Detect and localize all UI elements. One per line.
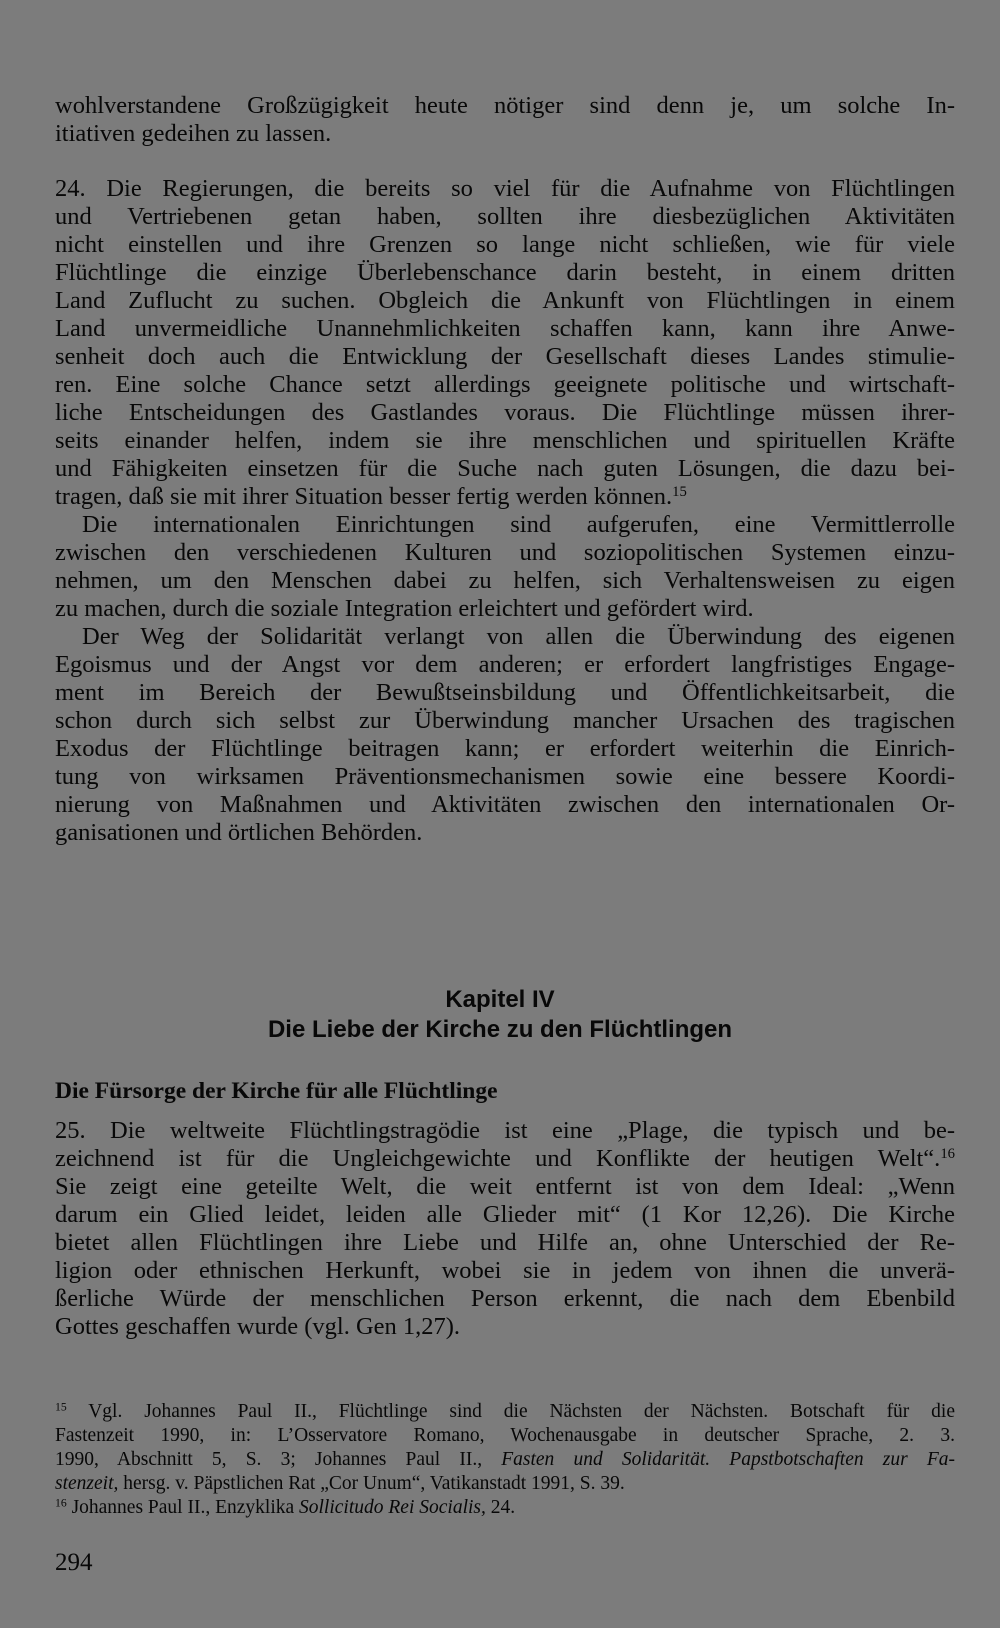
footnote-text: 1990, Abschnitt 5, S. 3; Johannes Paul II.,	[55, 1449, 502, 1470]
text-line: Gottes geschaffen wurde (vgl. Gen 1,27).	[55, 1313, 461, 1340]
text-line: Land unvermeidliche Unannehmlichkeiten schaffen kann, kann ihre Anwe-	[55, 315, 955, 342]
footnote-italic: Fasten und Solidarität. Papstbotschaften zur Fa-	[501, 1449, 955, 1470]
text-line: nicht einstellen und ihre Grenzen so lange nicht schließen, wie für viele	[55, 231, 955, 258]
text-line: ligion oder ethnischen Herkunft, wobei sie in jedem von ihnen die unverä-	[55, 1257, 955, 1284]
footnote-text: Johannes Paul II., Enzyklika	[71, 1497, 300, 1518]
text-line-content: zeichnend ist für die Ungleichgewichte und Konflikte der heutigen Welt“.	[55, 1145, 941, 1172]
text-line: senheit doch auch die Entwicklung der Gesellschaft dieses Landes stimulie-	[55, 343, 955, 370]
text-line: ßerliche Würde der menschlichen Person erkennt, die nach dem Ebenbild	[55, 1285, 955, 1312]
text-line: Egoismus und der Angst vor dem anderen; er erfordert langfristiges Engage-	[55, 651, 955, 678]
chapter-title: Die Liebe der Kirche zu den Flüchtlingen	[267, 1016, 733, 1043]
text-line: wohlverstandene Großzügigkeit heute nötiger sind denn je, um solche In-	[55, 92, 955, 119]
footnote-marker: 16	[55, 1496, 67, 1510]
footnote-line	[55, 1472, 955, 1496]
footnote-ref: 15	[672, 483, 687, 500]
text-line: Exodus der Flüchtlinge beitragen kann; er erfordert weiterhin die Einrich-	[55, 735, 955, 762]
page-number: 294	[55, 1549, 93, 1576]
text-line: darum ein Glied leidet, leiden alle Glieder mit“ (1 Kor 12,26). Die Kirche	[55, 1201, 955, 1228]
text-line: ganisationen und örtlichen Behörden.	[55, 819, 423, 846]
section-heading: Die Fürsorge der Kirche für alle Flüchtlinge	[55, 1078, 498, 1104]
footnote-15	[55, 1400, 955, 1424]
text-line: Der Weg der Solidarität verlangt von allen die Überwindung des eigenen	[82, 623, 955, 650]
text-line: und Fähigkeiten einsetzen für die Suche nach guten Lösungen, die dazu bei-	[55, 455, 955, 482]
text-line: ren. Eine solche Chance setzt allerdings geeignete politische und wirtschaft-	[55, 371, 955, 398]
footnote-line: Fastenzeit 1990, in: L’Osservatore Romano, Wochenausgabe in deutscher Sprache, 2. 3.	[55, 1425, 955, 1446]
text-line: Land Zuflucht zu suchen. Obgleich die Ankunft von Flüchtlingen in einem	[55, 287, 955, 314]
text-line: schon durch sich selbst zur Überwindung mancher Ursachen des tragischen	[55, 707, 955, 734]
text-line: Die internationalen Einrichtungen sind aufgerufen, eine Vermittlerrolle	[82, 511, 955, 538]
footnote-ref: 16	[940, 1145, 955, 1162]
footnote-text: hersg. v. Päpstlichen Rat „Cor Unum“, Vatikanstadt 1991, S. 39.	[118, 1473, 625, 1494]
text-line: ment im Bereich der Bewußtseinsbildung und Öffentlichkeitsarbeit, die	[55, 679, 955, 706]
text-line: Sie zeigt eine geteilte Welt, die weit entfernt ist von dem Ideal: „Wenn	[55, 1173, 955, 1200]
footnote-text: 24.	[485, 1497, 516, 1518]
text-line: 25. Die weltweite Flüchtlingstragödie ist eine „Plage, die typisch und be-	[55, 1117, 955, 1144]
text-line-content: tragen, daß sie mit ihrer Situation besser fertig werden können.	[55, 483, 673, 510]
text-line: liche Entscheidungen des Gastlandes voraus. Die Flüchtlinge müssen ihrer-	[55, 399, 955, 426]
text-line	[55, 1145, 955, 1173]
chapter-number: Kapitel IV	[445, 986, 555, 1013]
text-line: itiativen gedeihen zu lassen.	[55, 120, 332, 147]
text-line: zu machen, durch die soziale Integration erleichtert und gefördert wird.	[55, 595, 754, 622]
footnote-line	[55, 1448, 955, 1472]
footnote-text: Vgl. Johannes Paul II., Flüchtlinge sind die Nächsten der Nächsten. Botschaft für die	[88, 1401, 955, 1422]
text-line	[55, 483, 955, 511]
text-line: Flüchtlinge die einzige Überlebenschance darin besteht, in einem dritten	[55, 259, 955, 286]
text-line: nierung von Maßnahmen und Aktivitäten zwischen den internationalen Or-	[55, 791, 955, 818]
text-line: tung von wirksamen Präventionsmechanismen sowie eine bessere Koordi-	[55, 763, 955, 790]
footnote-italic: Sollicitudo Rei Socialis,	[299, 1497, 486, 1518]
text-line: bietet allen Flüchtlingen ihre Liebe und Hilfe an, ohne Unterschied der Re-	[55, 1229, 955, 1256]
footnote-marker: 15	[55, 1400, 67, 1414]
text-line: seits einander helfen, indem sie ihre menschlichen und spirituellen Kräfte	[55, 427, 955, 454]
text-line: zwischen den verschiedenen Kulturen und soziopolitischen Systemen einzu-	[55, 539, 955, 566]
footnote-italic: stenzeit,	[55, 1473, 119, 1494]
text-line: und Vertriebenen getan haben, sollten ihre diesbezüglichen Aktivitäten	[55, 203, 955, 230]
text-line: nehmen, um den Menschen dabei zu helfen, sich Verhaltensweisen zu eigen	[55, 567, 955, 594]
footnote-16	[55, 1496, 955, 1520]
text-line: 24. Die Regierungen, die bereits so viel für die Aufnahme von Flüchtlingen	[55, 175, 955, 202]
